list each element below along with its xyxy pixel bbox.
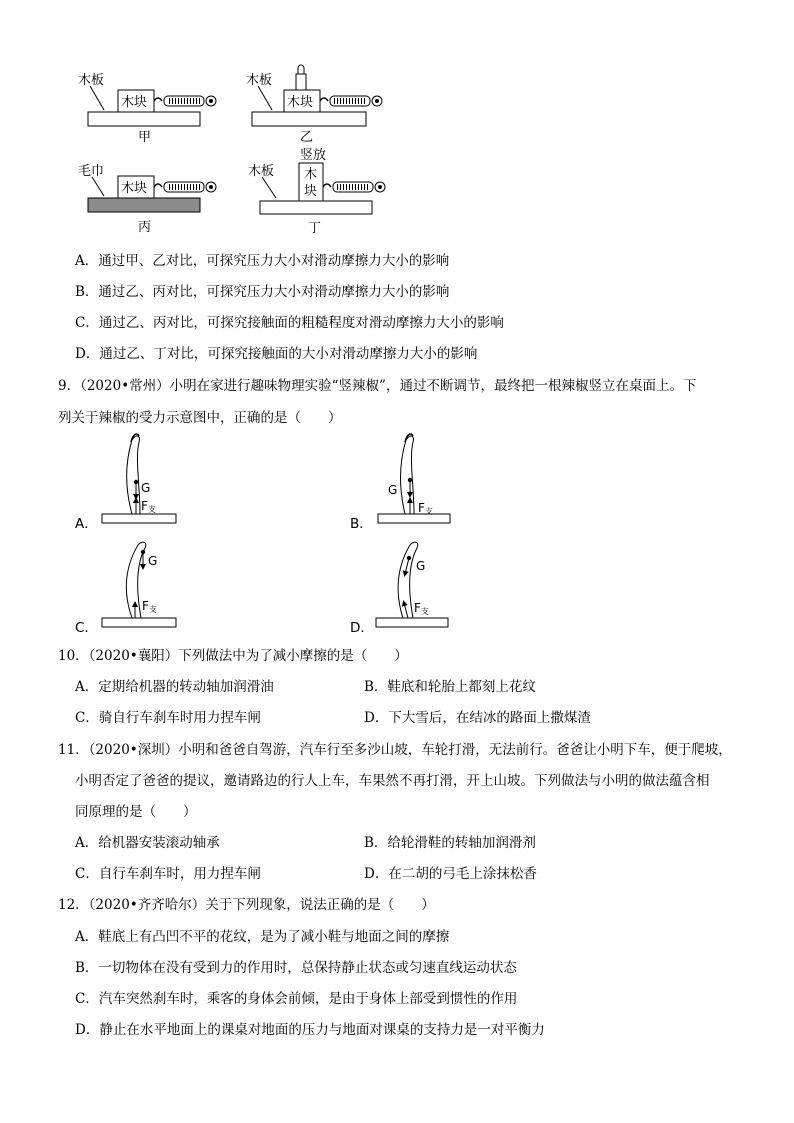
figure-caption: 甲	[138, 130, 152, 145]
gravity-label: G	[148, 554, 158, 568]
q12-stem: 12．（2020•齐齐哈尔）关于下列现象，说法正确的是（ ）	[58, 897, 435, 913]
q12-option-d[interactable]: D．静止在水平地面上的课桌对地面的压力与地面对课桌的支持力是一对平衡力	[75, 1022, 545, 1038]
figure-caption: 丙	[138, 220, 152, 235]
tabletop	[102, 618, 176, 627]
vertical-label: 竖放	[300, 148, 327, 163]
figure-jia	[78, 72, 216, 145]
weight	[296, 65, 306, 90]
wood-board	[88, 112, 200, 126]
option-label: A．	[75, 516, 98, 532]
towel-label: 毛巾	[78, 164, 105, 179]
q12-option-b[interactable]: B．一切物体在没有受到力的作用时，总保持静止状态或匀速直线运动状态	[75, 960, 517, 976]
spring-scale	[320, 96, 382, 106]
q10-option-b[interactable]: B．鞋底和轮胎上都刻上花纹	[364, 679, 536, 695]
option-label: D．	[350, 620, 374, 636]
q8-option-b[interactable]: B．通过乙、丙对比，可探究压力大小对滑动摩擦力大小的影响	[75, 284, 450, 300]
q11-stem-line1: 11．（2020•深圳）小明和爸爸自驾游，汽车行至多沙山坡，车轮打滑，无法前行。爸爸让小明下车，便于爬坡，	[58, 742, 732, 758]
pepper-diagram-d[interactable]	[350, 542, 448, 636]
pepper-diagram-a[interactable]	[75, 434, 176, 532]
figure-ding	[248, 147, 385, 236]
figure-yi	[246, 65, 382, 145]
q9-stem-line2: 列关于辣椒的受力示意图中，正确的是（ ）	[58, 410, 342, 426]
q11-stem-line3: 同原理的是（ ）	[75, 804, 197, 820]
figure-caption: 丁	[308, 221, 322, 236]
tabletop	[102, 514, 176, 523]
friction-experiment-figures	[0, 0, 794, 245]
q10-option-a[interactable]: A．定期给机器的转动轴加润滑油	[75, 679, 274, 695]
board-label: 木板	[246, 73, 273, 88]
block-label-bottom: 块	[304, 184, 318, 199]
wood-board	[260, 201, 372, 214]
option-label: B．	[350, 516, 373, 532]
support-label: F支	[141, 499, 156, 514]
q12-option-a[interactable]: A．鞋底上有凸凹不平的花纹，是为了减小鞋与地面之间的摩擦	[75, 929, 450, 945]
support-label: F支	[418, 501, 433, 516]
q9-stem-line1: 9．（2020•常州）小明在家进行趣味物理实验“竖辣椒”，通过不断调节，最终把一根辣椒竖立在桌面上。下	[58, 378, 697, 394]
q11-option-b[interactable]: B．给轮滑鞋的转轴加润滑剂	[364, 835, 536, 851]
block-label: 木块	[287, 95, 314, 110]
pepper-force-diagrams	[0, 430, 794, 645]
gravity-label: G	[388, 483, 398, 497]
block-label-top: 木	[304, 167, 318, 182]
board-label: 木板	[248, 164, 275, 179]
support-label: F支	[414, 601, 429, 616]
q12-option-c[interactable]: C．汽车突然刹车时，乘客的身体会前倾，是由于身体上部受到惯性的作用	[75, 991, 518, 1007]
option-label: C．	[75, 620, 98, 636]
q10-option-c[interactable]: C．骑自行车刹车时用力捏车闸	[75, 710, 261, 726]
gravity-label: G	[141, 481, 151, 495]
q8-option-c[interactable]: C．通过乙、丙对比，可探究接触面的粗糙程度对滑动摩擦力大小的影响	[75, 315, 504, 331]
q11-stem-line2: 小明否定了爸爸的提议，邀请路边的行人上车，车果然不再打滑，开上山坡。下列做法与小明的做法蕴含相	[75, 773, 710, 789]
q11-option-d[interactable]: D．在二胡的弓毛上涂抹松香	[364, 866, 537, 882]
block-label: 木块	[121, 181, 148, 196]
pepper-diagram-b[interactable]	[350, 434, 450, 532]
spring-scale	[154, 182, 216, 192]
q10-option-d[interactable]: D．下大雪后，在结冰的路面上撒煤渣	[364, 710, 591, 726]
towel-board	[88, 198, 200, 212]
figure-bing	[78, 163, 216, 235]
tabletop	[376, 618, 448, 627]
board-label: 木板	[78, 73, 105, 88]
tabletop	[378, 514, 450, 523]
wood-board	[252, 112, 366, 126]
support-label: F支	[142, 599, 157, 614]
q8-option-a[interactable]: A．通过甲、乙对比，可探究压力大小对滑动摩擦力大小的影响	[75, 253, 450, 269]
q11-option-a[interactable]: A．给机器安装滚动轴承	[75, 835, 220, 851]
q11-option-c[interactable]: C．自行车刹车时，用力捏车闸	[75, 866, 261, 882]
block-label: 木块	[121, 95, 148, 110]
figure-caption: 乙	[300, 130, 314, 145]
pepper-diagram-c[interactable]	[75, 542, 176, 636]
gravity-label: G	[416, 559, 426, 573]
q8-option-d[interactable]: D．通过乙、丁对比，可探究接触面的大小对滑动摩擦力大小的影响	[75, 346, 478, 362]
spring-scale	[154, 96, 216, 106]
spring-scale	[323, 182, 385, 192]
q10-stem: 10．（2020•襄阳）下列做法中为了减小摩擦的是（ ）	[58, 648, 408, 664]
